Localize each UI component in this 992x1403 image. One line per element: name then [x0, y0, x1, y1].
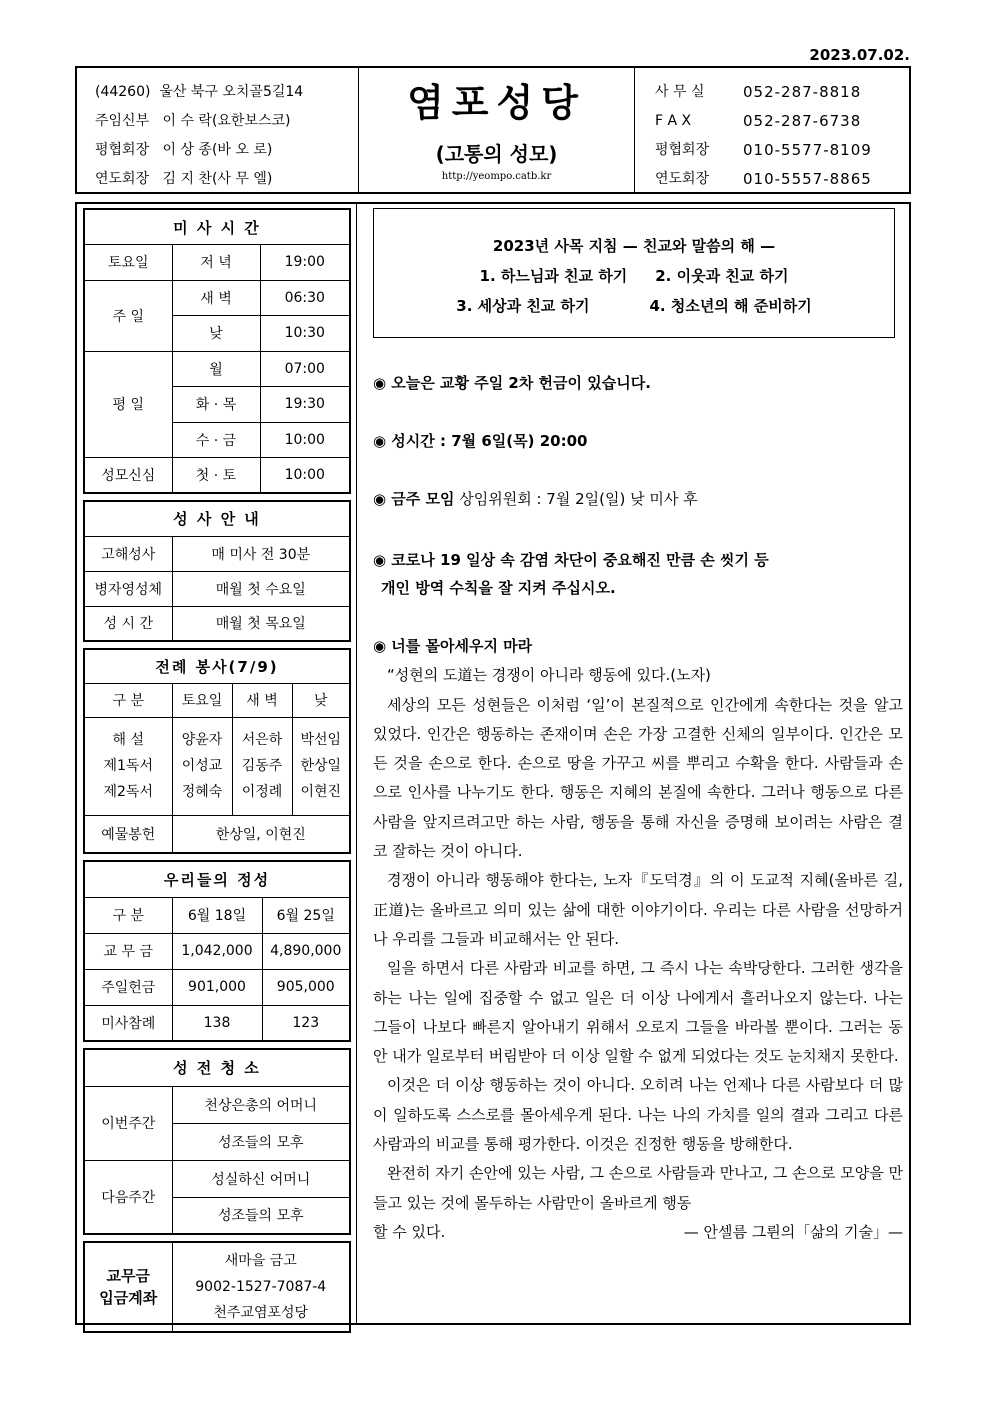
mass-title: 미 사 시 간 — [84, 209, 350, 245]
contact-row: 사 무 실 052-287-8818 — [655, 83, 862, 101]
essay-source: — 안셀름 그륀의「삶의 기술」— — [683, 1222, 903, 1241]
liturgy-service: 전례 봉사(7/9) 구 분 토요일 새 벽 낮 해 설 제1독서 제2독서 양윤자 이성교 정혜숙 서은하 김동주 이정례 박선임 한상일 이현진 예물봉헌 한상일, 이현진 — [83, 648, 351, 854]
bulletin-body — [75, 202, 911, 1325]
church-cleaning: 성 전 청 소 이번주간 천상은총의 어머니 성조들의 모후 다음주간 성실하신 어머니 성조들의 모후 — [83, 1048, 351, 1235]
contact-row: 평협회장 010-5577-8109 — [655, 141, 872, 159]
notice-item: ◉ 코로나 19 일상 속 감염 차단이 중요해진 만큼 손 씻기 등 개인 방역 수칙을 잘 지켜 주십시오. — [373, 551, 769, 597]
notice-item: ◉ 성시간 : 7월 6일(목) 20:00 — [373, 432, 588, 450]
essay-source-line: 할 수 있다. — 안셀름 그륀의「삶의 기술」— — [373, 1218, 903, 1247]
essay-quote: “성현의 도道는 경쟁이 아니라 행동에 있다.(노자) — [387, 666, 711, 685]
essay-heading: ◉ 너를 몰아세우지 마라 — [373, 637, 533, 655]
reflection-essay — [373, 632, 903, 1247]
bulletin-date: 2023.07.02. — [809, 46, 910, 64]
notice-item: ◉ 오늘은 교황 주일 2차 헌금이 있습니다. — [373, 374, 651, 392]
pastoral-policy-box: 2023년 사목 지침 — 친교와 말씀의 해 — 1. 하느님과 친교 하기 2. 이웃과 친교 하기 3. 세상과 친교 하기 4. 청소년의 해 준비하기 — [373, 208, 895, 338]
column-divider — [356, 204, 357, 1323]
mass-schedule: 미 사 시 간 토요일 저 녁 19:00 주 일 새 벽 06:30 낮 10:30 평 일 월 07:00 화 · 목 19:30 수 · 금 10:00 성모신심 첫 · 토 10:00 — [83, 208, 351, 494]
sacrament-info: 성 사 안 내 고해성사 매 미사 전 30분 병자영성체 매월 첫 수요일 성 시 간 매월 첫 목요일 — [83, 500, 351, 642]
liturgy-title: 전례 봉사(7/9) — [84, 649, 350, 683]
contact-row: F A X 052-287-6738 — [655, 112, 862, 130]
parish-subtitle: (고통의 성모) — [435, 142, 558, 166]
essay-paragraph: 세상의 모든 성현들은 이처럼 ‘일’이 본질적으로 인간에게 속한다는 것을 알고 있었다. 인간은 행동하는 존재이며 손은 가장 고결한 신체의 일부이다. 인간은 모든 것을 손으로 한다. 손으로 땅을 가꾸고 씨를 뿌리고 수확을 한다. 사람들과 손으로 인사를 나누기도 한다. 행동은 지혜의 본질에 속한다. 그러나 행동으로 다른 사람을 앞지르려고만 하는 사람, 행동을 통해 자신을 증명해 보이려는 사람은 결코 잘하는 것이 아니다. — [373, 695, 903, 861]
main-content — [373, 208, 903, 1241]
info-row: (44260) 울산 북구 오치골5길14 — [95, 84, 304, 100]
parish-title: 염포성당 — [407, 81, 586, 125]
parish-title-block — [359, 68, 635, 192]
sidebar — [83, 208, 351, 1339]
info-row: 평협회장 이 상 종(바 오 로) — [95, 142, 273, 158]
info-row: 주임신부 이 수 락(요한보스코) — [95, 113, 291, 129]
info-row: 연도회장 김 지 찬(사 무 엘) — [95, 171, 273, 187]
essay-paragraph: 완전히 자기 손안에 있는 사람, 그 손으로 사람들과 만나고, 그 손으로 모양을 만들고 있는 것에 몰두하는 사람만이 올바르게 행동 — [373, 1164, 903, 1212]
sacrament-title: 성 사 안 내 — [84, 501, 350, 536]
offering-report: 우리들의 정성 구 분 6월 18일 6월 25일 교 무 금 1,042,000 4,890,000 주일헌금 901,000 905,000 미사참례 138 123 — [83, 860, 351, 1042]
cleaning-title: 성 전 청 소 — [84, 1049, 350, 1086]
parish-url[interactable]: http://yeompo.catb.kr — [441, 171, 552, 182]
essay-paragraph: 경쟁이 아니라 행동해야 한다는, 노자『도덕경』의 이 도교적 지혜(올바른 길, 正道)는 올바르고 의미 있는 삶에 대한 이야기이다. 우리는 다른 사람을 선망하거나 우리를 그들과 비교해서는 안 된다. — [373, 871, 903, 948]
contact-row: 연도회장 010-5557-8865 — [655, 170, 872, 188]
essay-paragraph: 이것은 더 이상 행동하는 것이 아니다. 오히려 나는 언제나 다른 사람보다 더 많이 일하도록 스스로를 몰아세우게 된다. 나는 나의 가치를 일의 결과 그리고 다른 사람과의 비교를 통해 평가한다. 이것은 진정한 행동을 방해한다. — [373, 1076, 903, 1154]
parish-info — [77, 68, 359, 192]
offering-title: 우리들의 정성 — [84, 861, 350, 897]
notice-item: ◉ 금주 모임 상임위원회 : 7월 2일(일) 낮 미사 후 — [373, 490, 698, 508]
essay-paragraph: 일을 하면서 다른 사람과 비교를 하면, 그 즉시 나는 속박당한다. 그러한 생각을 하는 나는 일에 집중할 수 없고 일은 더 이상 나에게서 흘러나오지 않는다. 나는 그들이 나보다 빠른지 알아내기 위해서 오로지 그들을 바라볼 뿐이다. 그러는 동안 내가 일로부터 버림받아 더 이상 일할 수 없게 되었다는 것도 눈치채지 못한다. — [373, 959, 903, 1066]
bulletin-header — [75, 66, 911, 194]
bank-account: 교무금 입금계좌 새마을 금고 9002-1527-7087-4 천주교염포성당 — [83, 1241, 351, 1333]
contact-info — [635, 68, 909, 192]
